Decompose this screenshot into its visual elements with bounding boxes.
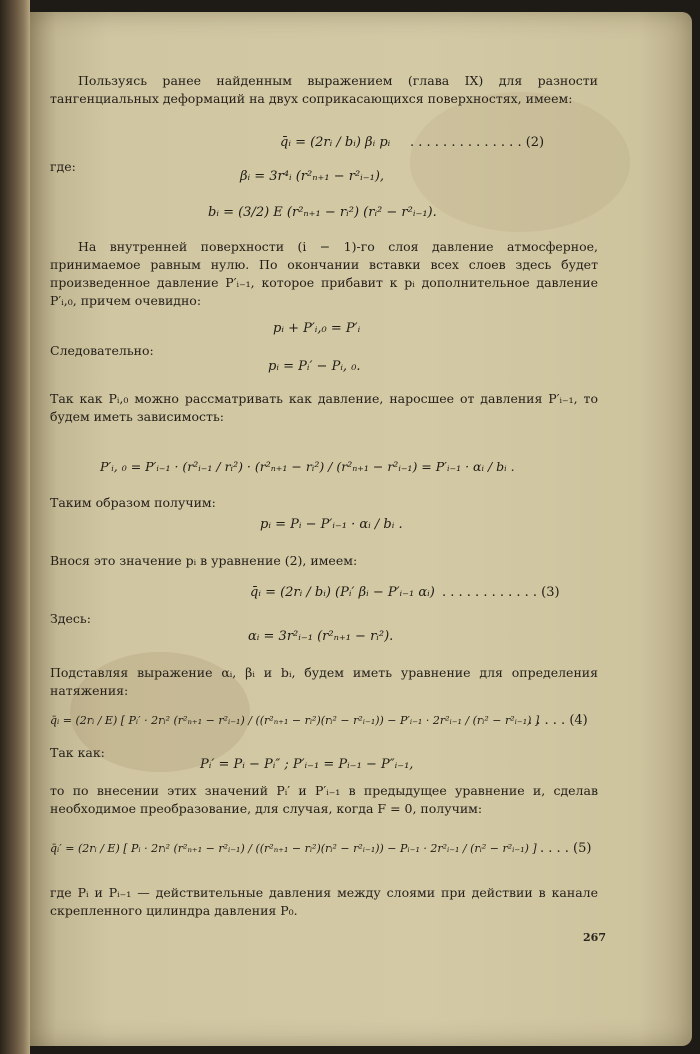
paragraph-transform: то по внесении этих значений Pᵢ′ и P′ᵢ₋₁ в предыдущее уравнение и, сделав необходимое преобразование, для случая, когда F = 0, получим: [50, 783, 598, 816]
equation-dependency: P′ᵢ, ₀ = P′ᵢ₋₁ · (r²ᵢ₋₁ / rᵢ²) · (r²ₙ₊₁ − rᵢ²) / (r²ₙ₊₁ − r²ᵢ₋₁) = P′ᵢ₋₁ · αᵢ / bᵢ . [100, 459, 515, 474]
equation-sum: pᵢ + P′ᵢ,₀ = P′ᵢ [273, 321, 361, 336]
page-number: 267 [583, 931, 606, 944]
equation-5: q̄ᵢ′ = (2rᵢ / E) [ Pᵢ · 2rᵢ² (r²ₙ₊₁ − r²ᵢ₋₁) / ((r²ₙ₊₁ − rᵢ²)(rᵢ² − r²ᵢ₋₁)) − Pᵢ₋₁ · 2r²ᵢ₋₁ / (rᵢ² − r²ᵢ₋₁) ] [50, 842, 537, 855]
paragraph-tension: Подставляя выражение αᵢ, βᵢ и bᵢ, будем иметь уравнение для определения натяжения: [50, 665, 598, 698]
equation-p: pᵢ = Pᵢ − P′ᵢ₋₁ · αᵢ / bᵢ . [260, 517, 403, 532]
equation-2-number: . . . . . . . . . . . . . . (2) [410, 135, 545, 150]
equation-4: q̄ᵢ = (2rᵢ / E) [ Pᵢ′ · 2rᵢ² (r²ₙ₊₁ − r²ᵢ₋₁) / ((r²ₙ₊₁ − rᵢ²)(rᵢ² − r²ᵢ₋₁)) − P′ᵢ₋₁ · 2r²ᵢ₋₁ / (rᵢ² − r²ᵢ₋₁) ] [50, 714, 540, 727]
thus-label: Таким образом получим: [50, 495, 216, 510]
paragraph-inner-surface: На внутренней поверхности (i − 1)-го слоя давление атмосферное, принимаемое равным нулю. По окончании вставки всех слоев здесь будет произведенное давление P′ᵢ₋₁, которое прибавит к pᵢ дополнительное давление P′ᵢ,₀, причем очевидно: [50, 239, 598, 308]
hence-label: Следовательно: [50, 343, 154, 358]
paragraph-pressures: где Pᵢ и Pᵢ₋₁ — действительные давления между слоями при действии в канале скрепленного цилиндра давления P₀. [50, 885, 598, 918]
paragraph-intro: Пользуясь ранее найденным выражением (глава IX) для разности тангенциальных деформаций на двух соприкасающихся поверхностях, имеем: [50, 73, 598, 106]
equation-beta: βᵢ = 3r⁴ᵢ (r²ₙ₊₁ − r²ᵢ₋₁), [240, 169, 385, 184]
equation-b: bᵢ = (3/2) E (r²ₙ₊₁ − rᵢ²) (rᵢ² − r²ᵢ₋₁). [208, 205, 437, 220]
equation-difference: pᵢ = Pᵢ′ − Pᵢ, ₀. [268, 359, 361, 374]
equation-2: q̄ᵢ = (2rᵢ / bᵢ) βᵢ pᵢ [280, 135, 391, 150]
equation-4-number: . . . . . (4) [528, 713, 588, 728]
paragraph-substitute: Внося это значение pᵢ в уравнение (2), имеем: [50, 553, 358, 568]
spine-text [2, 180, 16, 700]
equation-3-number: . . . . . . . . . . . . (3) [442, 585, 560, 600]
since-label: Так как: [50, 745, 105, 760]
here-label: Здесь: [50, 611, 91, 626]
equation-5-number: . . . . (5) [540, 841, 592, 856]
book-spine [0, 0, 30, 1054]
book-page [30, 12, 692, 1046]
equation-since: Pᵢ′ = Pᵢ − Pᵢ″ ; P′ᵢ₋₁ = Pᵢ₋₁ − P″ᵢ₋₁, [200, 757, 414, 772]
where-label: где: [50, 159, 76, 174]
equation-alpha: αᵢ = 3r²ᵢ₋₁ (r²ₙ₊₁ − rᵢ²). [248, 629, 394, 644]
equation-3: q̄ᵢ = (2rᵢ / bᵢ) (Pᵢ′ βᵢ − P′ᵢ₋₁ αᵢ) [250, 585, 435, 600]
page-content [30, 12, 692, 1046]
paragraph-dependency: Так как Pᵢ,₀ можно рассматривать как давление, наросшее от давления P′ᵢ₋₁, то будем иметь зависимость: [50, 391, 598, 424]
